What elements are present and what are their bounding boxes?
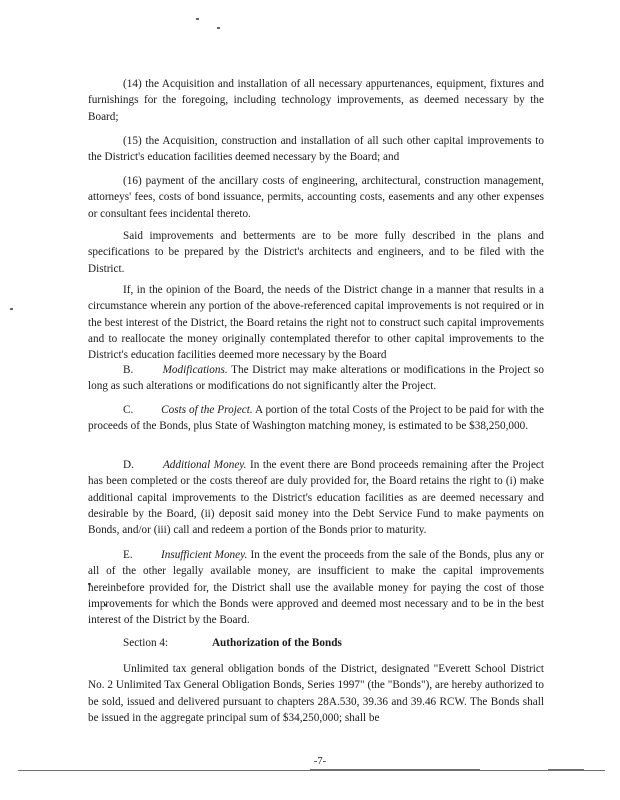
additional-money-text: In the event there are Bond proceeds remaining after the Project has been completed or the costs thereof are duly provided for, the Board retains the right to (i) make additional capital improvements to the District's education facilities as are deemed necessary and desirable by the Board, (ii) deposit said money into the Debt Service Fund to make payments on Bonds, and/or (iii) call and redeem a portion of the Bonds prior to maturity. [88,459,545,537]
additional-money-label: D. [123,459,134,471]
modifications-title: Modifications. [162,364,228,376]
bond-authorization-paragraph: Unlimited tax general obligation bonds of the District, designated "Everett School District No. 2 Unlimited Tax General Obligation Bonds, Series 1997" (the "Bonds"), are hereby authorized to be sold, issued and delivered pursuant to chapters 28A.530, 39.36 and 39.46 RCW. The Bonds shall be issued in the aggregate principal sum of $34,250,000; shall be [88,663,544,724]
additional-money-paragraph [88,457,544,538]
said-improvements-paragraph: Said improvements and betterments are to be more fully described in the plans and specifications to be prepared by the District's architects and engineers, and to be filed with the District. [88,230,544,275]
insufficient-money-paragraph [88,547,544,628]
modifications-label: B. [123,364,134,376]
scan-dot [10,308,13,310]
board-opinion-paragraph: If, in the opinion of the Board, the needs of the District change in a manner that results in a circumstance wherein any portion of the above-referenced capital improvements is not required or in the best interest of the District, the Board retains the right not to construct such capital improvements and to reallocate the money originally contemplated therefor to other capital improvements to the District's education facilities deemed more necessary by the Board [88,284,544,362]
scan-dot [196,18,199,20]
section-4-heading [88,635,544,651]
paragraph-16: (16) payment of the ancillary costs of engineering, architectural, construction management, attorneys' fees, costs of bond issuance, permits, accounting costs, easements and any other expenses or consultant fees incidental thereto. [88,175,544,220]
paragraph-14: (14) the Acquisition and installation of all necessary appurtenances, equipment, fixtures and furnishings for the foregoing, including technology improvements, as deemed necessary by the Board; [88,78,544,123]
insufficient-money-title: Insufficient Money. [161,549,248,561]
scan-dot [217,27,220,29]
costs-paragraph [88,402,544,435]
additional-money-title: Additional Money. [162,459,247,471]
costs-title: Costs of the Project. [161,404,253,416]
insufficient-money-label: E. [123,549,133,561]
footer-scan-line [18,770,605,771]
costs-text: A portion of the total Costs of the Project to be paid for with the proceeds of the Bonds, plus State of Washington matching money, is estimated to be $38,250,000. [88,404,544,433]
section-4-title: Authorization of the Bonds [211,637,342,649]
page-number: -7- [313,756,327,767]
section-4-label: Section 4: [123,637,169,649]
modifications-paragraph [88,362,544,395]
modifications-text: The District may make alterations or modifications in the Project so long as such alterations or modifications do not significantly alter the Project. [88,364,545,393]
costs-label: C. [123,404,134,416]
paragraph-15: (15) the Acquisition, construction and installation of all such other capital improvements to the District's education facilities deemed necessary by the Board; and [88,135,544,164]
insufficient-money-text: In the event the proceeds from the sale of the Bonds, plus any or all of the other legally available money, are insufficient to make the capital improvements hereinbefore provided for, the District shall use the available money for paying the cost of those improvements for which the Bonds were approved and deemed most necessary and to be in the best interest of the District by the Board. [88,549,545,627]
